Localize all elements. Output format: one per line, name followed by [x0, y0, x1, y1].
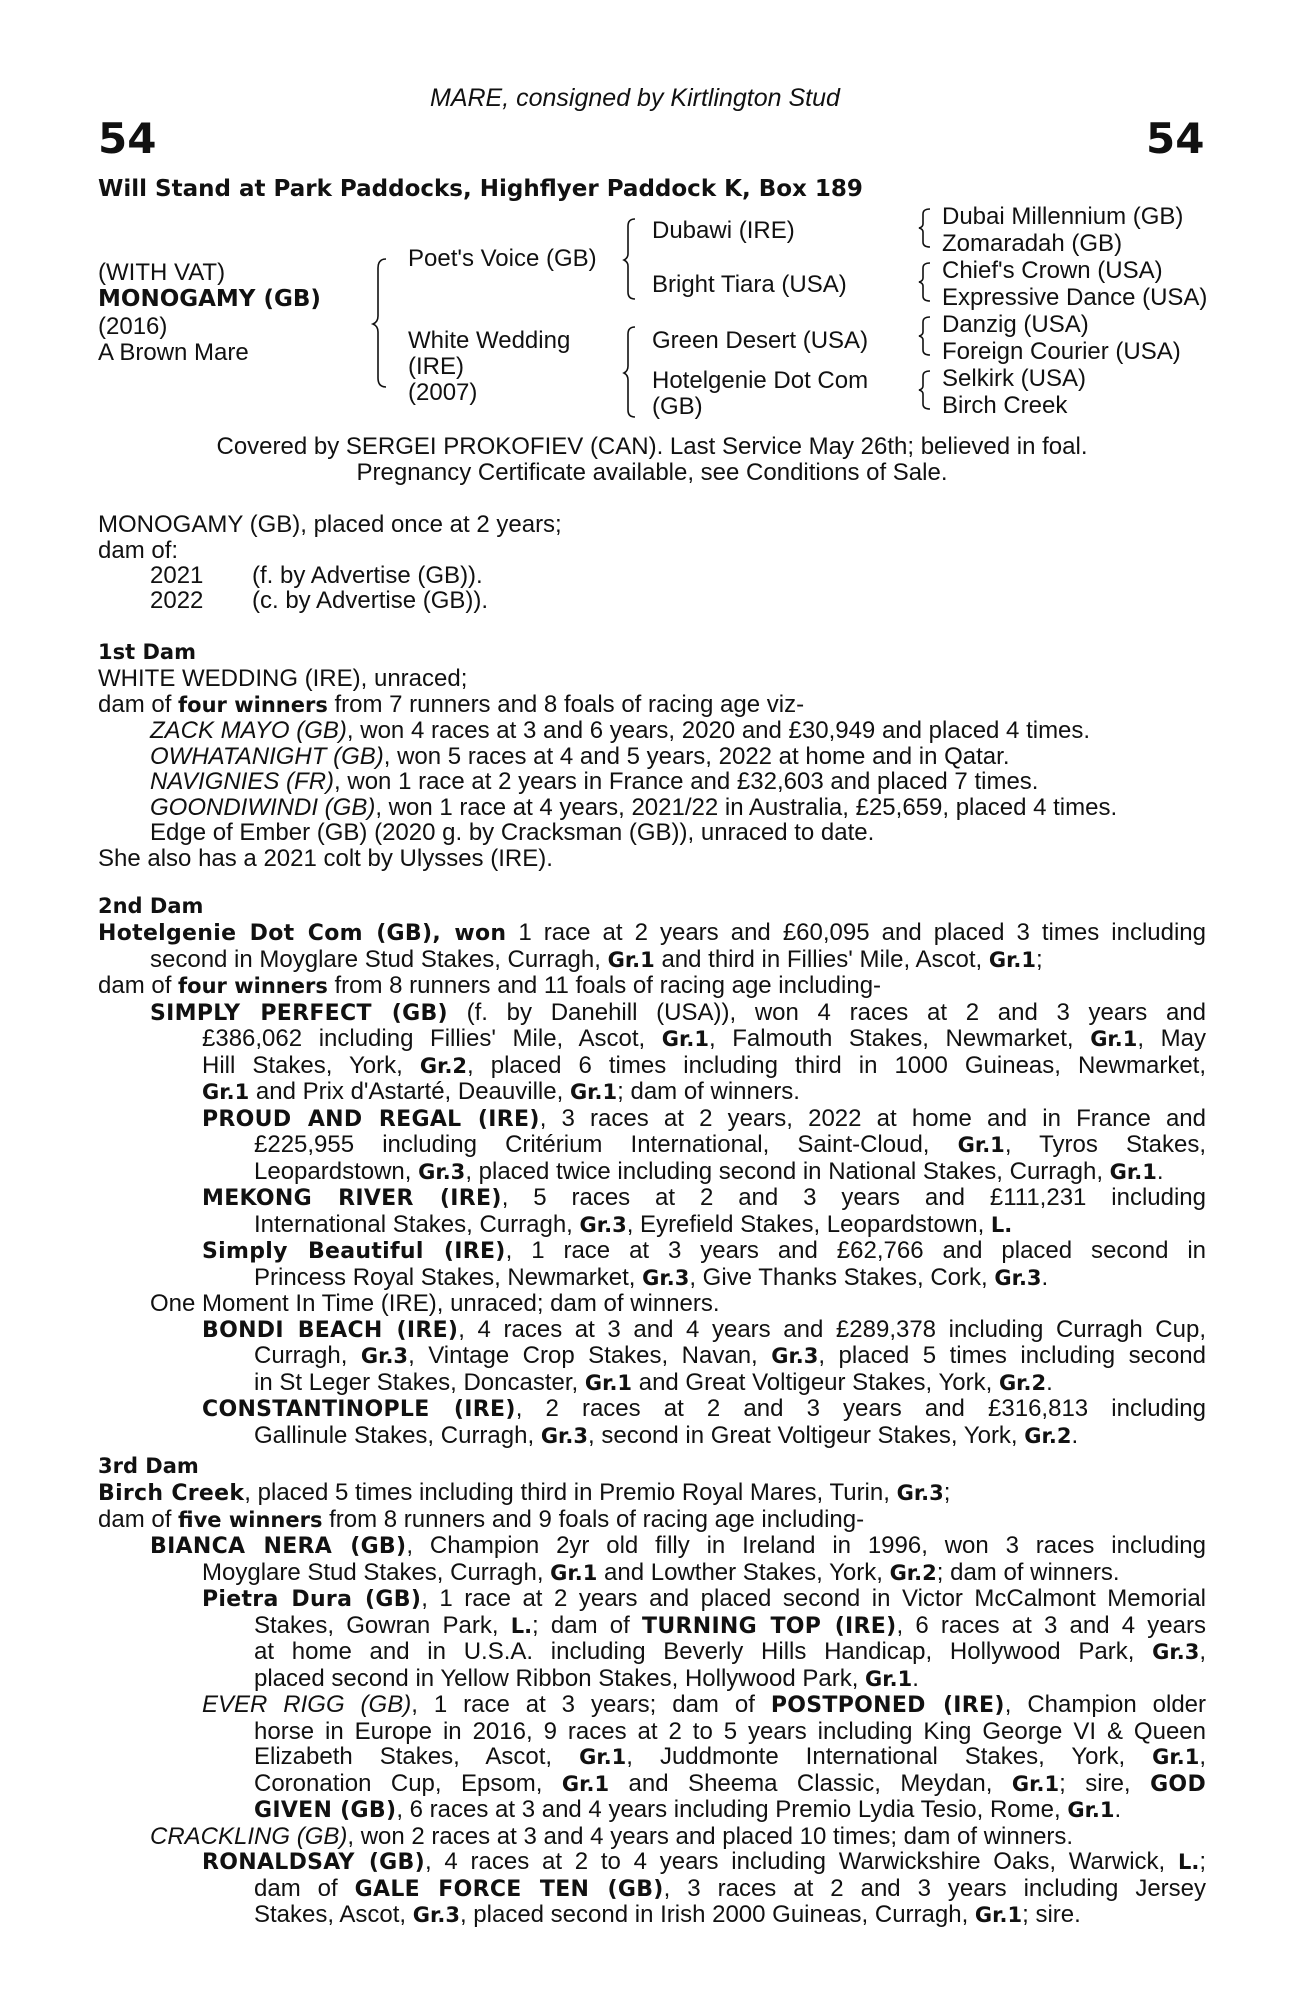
second-dam-heading: 2nd Dam — [98, 894, 204, 918]
pedigree-dam-dam-line1: Hotelgenie Dot Com — [652, 367, 869, 394]
pedigree-sire: Poet's Voice (GB) — [408, 245, 597, 272]
pedigree-dam-line3: (2007) — [408, 379, 478, 406]
pedigree-dsd: Foreign Courier (USA) — [942, 338, 1181, 365]
second-dam-runner: One Moment In Time (IRE), unraced; dam of winners. — [150, 1290, 720, 1317]
first-dam-section — [98, 666, 1206, 871]
third-dam-runner: CRACKLING (GB), won 2 races at 3 and 4 years and placed 10 times; dam of winners. — [150, 1822, 1074, 1850]
pedigree-dss: Danzig (USA) — [942, 311, 1089, 338]
first-dam-runner: GOONDIWINDI (GB), won 1 race at 4 years, 2021/22 in Australia, £25,659, placed 4 times. — [150, 793, 1118, 821]
pedigree-dam-dam-line2: (GB) — [652, 393, 703, 420]
first-dam-runner: NAVIGNIES (FR), won 1 race at 2 years in France and £32,603 and placed 7 times. — [150, 768, 1039, 795]
third-dam-runner: BIANCA NERA (GB), Champion 2yr old filly in Ireland in 1996, won 3 races including — [150, 1532, 1206, 1559]
second-dam-runner: £225,955 including Critérium International, Saint-Cloud, Gr.1, Tyros Stakes, — [254, 1131, 1206, 1158]
second-dam-line: Hotelgenie Dot Com (GB), won 1 race at 2 years and £60,095 and placed 3 times including — [98, 919, 1206, 946]
second-dam-line: second in Moyglare Stud Stakes, Curragh, Gr.1 and third in Fillies' Mile, Ascot, Gr.1; — [150, 945, 1043, 973]
second-dam-runner: BONDI BEACH (IRE), 4 races at 3 and 4 years and £289,378 including Curragh Cup, — [202, 1315, 1206, 1343]
pregnancy-certificate-line: Pregnancy Certificate available, see Conditions of Sale. — [356, 459, 948, 486]
second-dam-runner: Simply Beautiful (IRE), 1 race at 3 years and £62,766 and placed second in — [202, 1237, 1207, 1264]
second-dam-runner: International Stakes, Curragh, Gr.3, Eyrefield Stakes, Leopardstown, L. — [254, 1210, 1013, 1238]
pedigree-bracket-sire — [623, 218, 637, 300]
first-dam-heading: 1st Dam — [98, 640, 196, 664]
stabling-location: Will Stand at Park Paddocks, Highflyer Paddock K, Box 189 — [98, 176, 863, 202]
third-dam-runner: at home and in U.S.A. including Beverly Hills Handicap, Hollywood Park, Gr.3, — [254, 1638, 1206, 1665]
pedigree-dam-sire: Green Desert (USA) — [652, 327, 869, 354]
pedigree-sss: Dubai Millennium (GB) — [942, 203, 1184, 230]
foaling-year: (2016) — [98, 313, 168, 340]
vat-note: (WITH VAT) — [98, 259, 226, 286]
second-dam-runner: in St Leger Stakes, Doncaster, Gr.1 and Great Voltigeur Stakes, York, Gr.2. — [254, 1368, 1053, 1396]
third-dam-runner: horse in Europe in 2016, 9 races at 2 to 5 years including King George VI & Queen — [254, 1717, 1206, 1745]
produce-text-1: (f. by Advertise (GB)). — [252, 562, 483, 589]
produce-dam-of: dam of: — [98, 537, 179, 564]
third-dam-runner: dam of GALE FORCE TEN (GB), 3 races at 2 and 3 years including Jersey — [254, 1874, 1207, 1902]
second-dam-runner: Gallinule Stakes, Curragh, Gr.3, second in Great Voltigeur Stakes, York, Gr.2. — [254, 1421, 1079, 1449]
second-dam-runner: SIMPLY PERFECT (GB) (f. by Danehill (USA)), won 4 races at 2 and 3 years and — [150, 998, 1206, 1026]
first-dam-runner: ZACK MAYO (GB), won 4 races at 3 and 6 years, 2020 and £30,949 and placed 4 times. — [150, 717, 1091, 744]
pedigree-bracket-gen1 — [372, 258, 388, 388]
third-dam-runner: Coronation Cup, Epsom, Gr.1 and Sheema Classic, Meydan, Gr.1; sire, GOD — [254, 1769, 1206, 1797]
produce-intro: MONOGAMY (GB), placed once at 2 years; — [98, 511, 562, 538]
first-dam-runner: OWHATANIGHT (GB), won 5 races at 4 and 5 years, 2022 at home and in Qatar. — [150, 742, 1010, 770]
pedigree-sdd: Expressive Dance (USA) — [942, 284, 1208, 311]
third-dam-heading: 3rd Dam — [98, 1454, 199, 1478]
second-dam-dam-of: dam of four winners from 8 runners and 11 foals of racing age including- — [98, 972, 882, 999]
third-dam-runner: Stakes, Gowran Park, L.; dam of TURNING TOP (IRE), 6 races at 3 and 4 years — [254, 1611, 1206, 1639]
second-dam-runner: PROUD AND REGAL (IRE), 3 races at 2 years, 2022 at home and in France and — [202, 1104, 1206, 1132]
pedigree-sire-dam: Bright Tiara (USA) — [652, 271, 847, 298]
pedigree-ddd: Birch Creek — [942, 392, 1068, 419]
produce-year-1: 2021 — [150, 562, 204, 589]
second-dam-runner: Leopardstown, Gr.3, placed twice including second in National Stakes, Curragh, Gr.1. — [254, 1157, 1164, 1185]
second-dam-runner: Curragh, Gr.3, Vintage Crop Stakes, Navan, Gr.3, placed 5 times including second — [254, 1342, 1207, 1369]
third-dam-runner: Moyglare Stud Stakes, Curragh, Gr.1 and Lowther Stakes, York, Gr.2; dam of winners. — [202, 1558, 1120, 1586]
pedigree-bracket-ss — [918, 208, 932, 248]
second-dam-runner: MEKONG RIVER (IRE), 5 races at 2 and 3 years and £111,231 including — [202, 1184, 1207, 1211]
third-dam-runner: RONALDSAY (GB), 4 races at 2 to 4 years including Warwickshire Oaks, Warwick, L.; — [202, 1848, 1206, 1875]
third-dam-runner: EVER RIGG (GB), 1 race at 3 years; dam of POSTPONED (IRE), Champion older — [202, 1691, 1207, 1718]
pedigree-dam-line1: White Wedding — [408, 327, 571, 354]
consignor-line: MARE, consigned by Kirtlington Stud — [430, 84, 840, 112]
second-dam-runner: CONSTANTINOPLE (IRE), 2 races at 2 and 3 years and £316,813 including — [202, 1395, 1206, 1422]
produce-text-2: (c. by Advertise (GB)). — [252, 587, 489, 614]
pedigree-bracket-dd — [918, 370, 932, 410]
first-dam-line: WHITE WEDDING (IRE), unraced; — [98, 665, 468, 692]
third-dam-runner: Elizabeth Stakes, Ascot, Gr.1, Juddmonte International Stakes, York, Gr.1, — [254, 1743, 1207, 1770]
covering-line: Covered by SERGEI PROKOFIEV (CAN). Last Service May 26th; believed in foal. — [216, 433, 1088, 460]
third-dam-section — [98, 1480, 1206, 1929]
first-dam-dam-of: dam of four winners from 7 runners and 8 foals of racing age viz- — [98, 690, 805, 718]
produce-year-2: 2022 — [150, 587, 204, 614]
pedigree-bracket-ds — [918, 316, 932, 356]
pedigree-dam-line2: (IRE) — [408, 353, 464, 380]
third-dam-runner: Stakes, Ascot, Gr.3, placed second in Irish 2000 Guineas, Curragh, Gr.1; sire. — [254, 1901, 1081, 1928]
third-dam-line: Birch Creek, placed 5 times including third in Premio Royal Mares, Turin, Gr.3; — [98, 1479, 951, 1506]
horse-description: A Brown Mare — [98, 339, 249, 366]
lot-number-left: 54 — [98, 114, 157, 163]
pedigree-ssd: Zomaradah (GB) — [942, 230, 1123, 257]
third-dam-runner: Pietra Dura (GB), 1 race at 2 years and placed second in Victor McCalmont Memorial — [202, 1585, 1206, 1612]
third-dam-dam-of: dam of five winners from 8 runners and 9 foals of racing age including- — [98, 1505, 865, 1533]
pedigree-bracket-dam — [623, 326, 637, 418]
second-dam-runner: Hill Stakes, York, Gr.2, placed 6 times including third in 1000 Guineas, Newmarket, — [202, 1051, 1206, 1079]
second-dam-runner: £386,062 including Fillies' Mile, Ascot, Gr.1, Falmouth Stakes, Newmarket, Gr.1, May — [202, 1025, 1206, 1052]
second-dam-section — [98, 920, 1206, 1449]
pedigree-sire-sire: Dubawi (IRE) — [652, 217, 795, 244]
second-dam-runner: Princess Royal Stakes, Newmarket, Gr.3, Give Thanks Stakes, Cork, Gr.3. — [254, 1263, 1049, 1291]
second-dam-runner: Gr.1 and Prix d'Astarté, Deauville, Gr.1; dam of winners. — [202, 1078, 800, 1105]
horse-name: MONOGAMY (GB) — [98, 286, 321, 312]
first-dam-note: She also has a 2021 colt by Ulysses (IRE). — [98, 844, 553, 872]
pedigree-bracket-sd — [918, 262, 932, 302]
third-dam-runner: GIVEN (GB), 6 races at 3 and 4 years including Premio Lydia Tesio, Rome, Gr.1. — [254, 1796, 1122, 1823]
pedigree-sds: Chief's Crown (USA) — [942, 257, 1163, 284]
first-dam-runner: Edge of Ember (GB) (2020 g. by Cracksman (GB)), unraced to date. — [150, 819, 875, 846]
pedigree-dds: Selkirk (USA) — [942, 365, 1087, 392]
third-dam-runner: placed second in Yellow Ribbon Stakes, Hollywood Park, Gr.1. — [254, 1664, 919, 1692]
lot-number-right: 54 — [1146, 114, 1205, 163]
